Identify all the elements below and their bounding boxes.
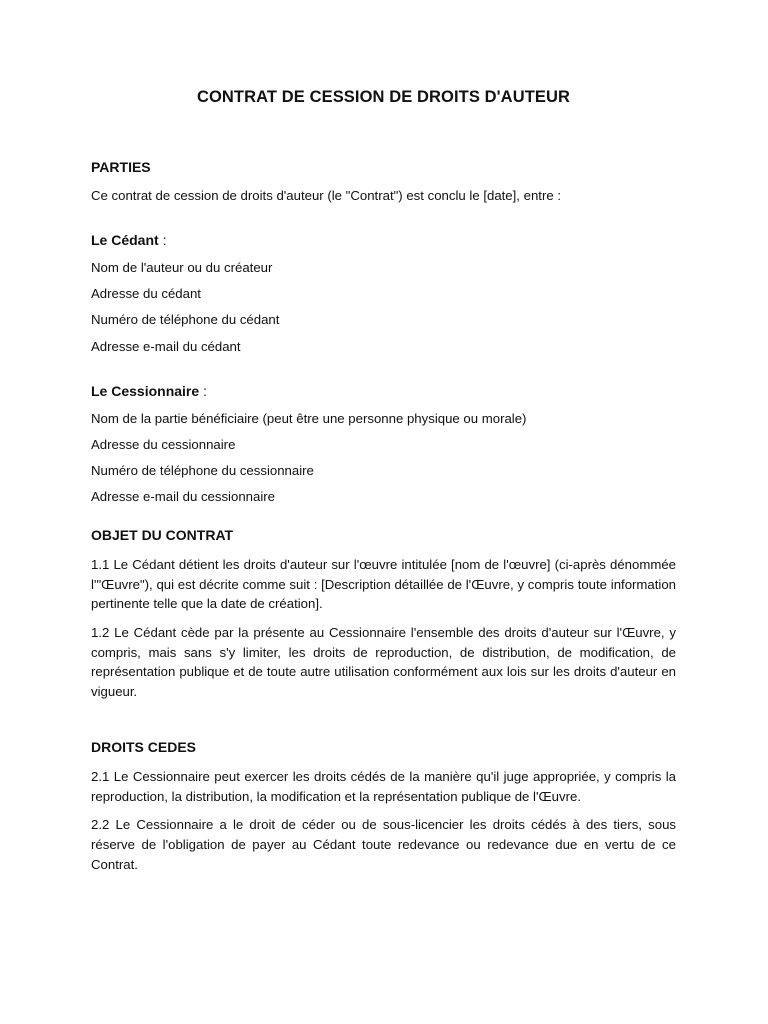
parties-intro: Ce contrat de cession de droits d'auteur (le "Contrat") est conclu le [date], entre : bbox=[91, 188, 562, 203]
cedant-name-line: Nom de l'auteur ou du créateur bbox=[91, 260, 273, 275]
cedant-address-line: Adresse du cédant bbox=[91, 286, 201, 302]
droits-paragraph-2-1: 2.1 Le Cessionnaire peut exercer les droits cédés de la manière qu'il juge appropriée, y compris la reproduction, la distribution, la modification et la représentation publique de l'Œuvre. bbox=[91, 769, 676, 804]
cessionnaire-heading bbox=[91, 383, 676, 399]
cessionnaire-name-line: Nom de la partie bénéficiaire (peut être une personne physique ou morale) bbox=[91, 410, 527, 426]
cessionnaire-address-line: Adresse du cessionnaire bbox=[91, 436, 236, 452]
cedant-label-suffix: : bbox=[158, 232, 167, 248]
objet-paragraph-1-2: 1.2 Le Cédant cède par la présente au Cessionnaire l'ensemble des droits d'auteur sur l'Œuvre, y compris, mais sans s'y limiter, les droits de reproduction, de distribution, de modification, de représentation publique et de toute autre utilisation conformément aux lois sur les droits d'auteur en vigueur. bbox=[91, 624, 676, 699]
droits-heading: DROITS CEDES bbox=[91, 739, 197, 756]
cedant-phone-line: Numéro de téléphone du cédant bbox=[91, 312, 280, 328]
objet-heading: OBJET DU CONTRAT bbox=[91, 527, 234, 544]
parties-heading: PARTIES bbox=[91, 159, 151, 175]
objet-paragraph-1-1: 1.1 Le Cédant détient les droits d'auteur sur l'œuvre intitulée [nom de l'œuvre] (ci-après dénommée l'"Œuvre"), qui est décrite comme suit : [Description détaillée de l'Œuvre, y compris toute information pertinente telle que la date de création]. bbox=[91, 557, 676, 612]
document-title: CONTRAT DE CESSION DE DROITS D'AUTEUR bbox=[196, 88, 571, 106]
cessionnaire-label-suffix: : bbox=[199, 382, 207, 399]
cedant-email-line: Adresse e-mail du cédant bbox=[91, 338, 241, 354]
cessionnaire-phone-line: Numéro de téléphone du cessionnaire bbox=[91, 462, 314, 478]
cessionnaire-email-line: Adresse e-mail du cessionnaire bbox=[91, 489, 275, 505]
droits-paragraph-2-2: 2.2 Le Cessionnaire a le droit de céder ou de sous-licencier les droits cédés à des tiers, sous réserve de l'obligation de payer au Cédant toute redevance ou redevance due en vertu de ce Contrat. bbox=[91, 817, 676, 872]
cessionnaire-label: Le Cessionnaire bbox=[91, 382, 200, 399]
cedant-heading bbox=[91, 232, 676, 248]
cedant-label: Le Cédant bbox=[91, 232, 159, 248]
